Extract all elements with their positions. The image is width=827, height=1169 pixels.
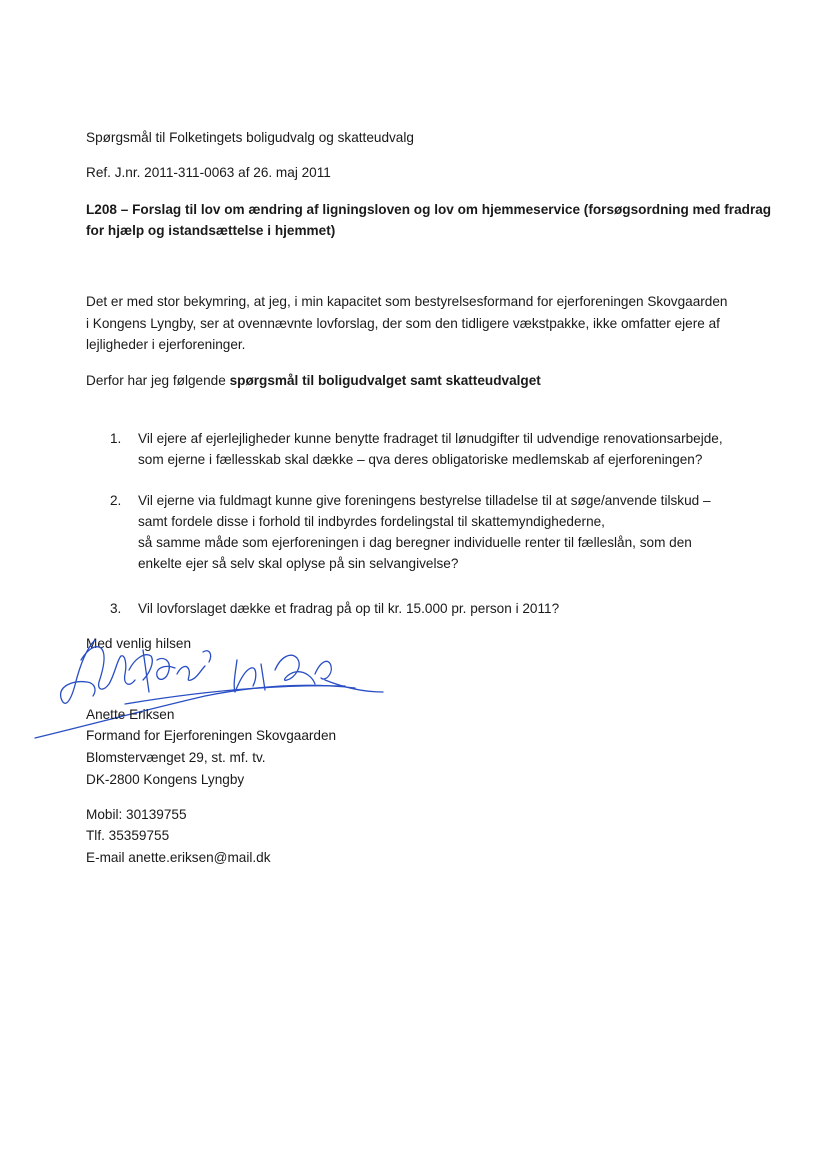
question-text-line: enkelte ejer så selv skal oplyse på sin selvangivelse? [138,556,459,571]
question-number: 1. [110,431,122,446]
intro-line-1: Det er med stor bekymring, at jeg, i min kapacitet som bestyrelsesformand for ejerforeningen Skovgaarden [86,294,728,309]
address-line-1: Blomstervænget 29, st. mf. tv. [86,750,266,765]
subject-line-2: for hjælp og istandsættelse i hjemmet) [86,223,336,238]
closing-line: Med venlig hilsen [86,636,192,651]
reference-line: Ref. J.nr. 2011-311-0063 af 26. maj 2011 [86,165,331,180]
question-number: 3. [110,601,122,616]
question-text-line: som ejerne i fællesskab skal dække – qva deres obligatoriske medlemskab af ejerforeningen? [138,452,703,467]
subject-line-1: L208 – Forslag til lov om ændring af ligningsloven og lov om hjemmeservice (forsøgsordning med fradrag [86,202,772,217]
question-intro [86,371,541,391]
address-line-2: DK-2800 Kongens Lyngby [86,772,245,787]
mobile-number: Mobil: 30139755 [86,807,187,822]
question-text-line: Vil ejerne via fuldmagt kunne give foreningens bestyrelse tilladelse til at søge/anvende tilskud – [138,493,711,508]
sender-title: Formand for Ejerforeningen Skovgaarden [86,728,337,743]
question-text-line: Vil lovforslaget dække et fradrag på op til kr. 15.000 pr. person i 2011? [138,601,560,616]
phone-number: Tlf. 35359755 [86,828,170,843]
question-text-line: så samme måde som ejerforeningen i dag beregner individuelle renter til fælleslån, som den [138,535,692,550]
sender-name: Anette Eriksen [86,707,175,722]
intro-line-2: i Kongens Lyngby, ser at ovennævnte lovforslag, der som den tidligere vækstpakke, ikke omfatter ejere af [86,316,720,331]
recipient-line: Spørgsmål til Folketingets boligudvalg og skatteudvalg [86,130,414,145]
question-number: 2. [110,493,122,508]
question-text-line: Vil ejere af ejerlejligheder kunne benytte fradraget til lønudgifter til udvendige renovationsarbejde, [138,431,723,446]
question-intro-plain: Derfor har jeg følgende [86,373,230,388]
intro-line-3: lejligheder i ejerforeninger. [86,337,246,352]
question-intro-bold: spørgsmål til boligudvalget samt skatteudvalget [229,373,541,388]
question-text-line: samt fordele disse i forhold til indbyrdes fordelingstal til skattemyndighederne, [138,514,605,529]
email-address: E-mail anette.eriksen@mail.dk [86,850,271,865]
